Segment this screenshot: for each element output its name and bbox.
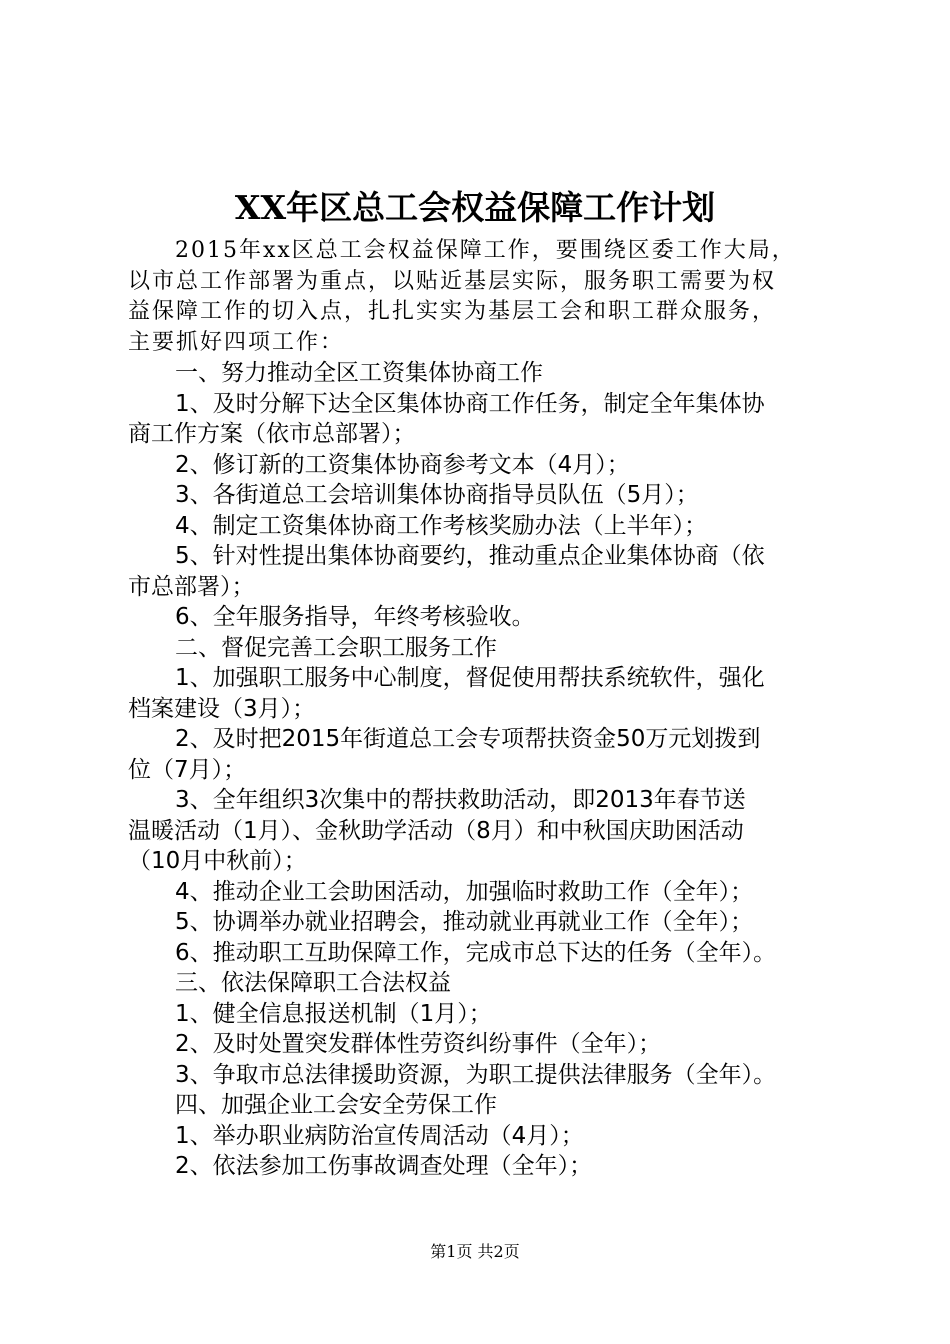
intro-line: 以市总工作部署为重点，以贴近基层实际，服务职工需要为权	[128, 268, 777, 294]
document-title: XX年区总工会权益保障工作计划	[234, 188, 716, 227]
document-body	[128, 236, 848, 1182]
list-item-continuation: 位（7月）；	[128, 756, 247, 783]
list-item-continuation: 温暖活动（1月）、金秋助学活动（8月）和中秋国庆助困活动	[128, 817, 744, 844]
list-item: 3、各街道总工会培训集体协商指导员队伍（5月）；	[175, 482, 699, 508]
list-item: 4、制定工资集体协商工作考核奖励办法（上半年）；	[175, 512, 708, 539]
list-item: 1、加强职工服务中心制度，督促使用帮扶系统软件，强化	[175, 665, 765, 691]
list-item: 1、及时分解下达全区集体协商工作任务，制定全年集体协	[175, 390, 765, 417]
list-item-continuation: 市总部署）；	[128, 573, 255, 600]
list-item-continuation: （10月中秋前）；	[128, 848, 307, 874]
section-heading: 四、加强企业工会安全劳保工作	[175, 1092, 497, 1118]
page-footer: 第1页 共2页	[430, 1242, 520, 1261]
section-heading: 三、依法保障职工合法权益	[175, 970, 451, 996]
list-item: 1、举办职业病防治宣传周活动（4月）；	[175, 1122, 584, 1149]
list-item: 6、全年服务指导，年终考核验收。	[175, 604, 535, 630]
intro-line: 主要抓好四项工作：	[128, 329, 345, 355]
section-heading: 二、督促完善工会职工服务工作	[175, 634, 497, 661]
list-item-continuation: 商工作方案（依市总部署）；	[128, 421, 416, 447]
list-item: 6、推动职工互助保障工作，完成市总下达的任务（全年）。	[175, 939, 777, 966]
intro-line: 益保障工作的切入点，扎扎实实为基层工会和职工群众服务，	[128, 299, 777, 324]
list-item-continuation: 档案建设（3月）；	[128, 695, 316, 722]
list-item: 5、针对性提出集体协商要约，推动重点企业集体协商（依	[175, 543, 765, 569]
intro-line: 2015年xx区总工会权益保障工作，要围绕区委工作大局，	[175, 238, 796, 263]
list-item: 3、全年组织3次集中的帮扶救助活动，即2013年春节送	[175, 787, 746, 813]
list-item: 4、推动企业工会助困活动，加强临时救助工作（全年）；	[175, 878, 754, 905]
list-item: 5、协调举办就业招聘会，推动就业再就业工作（全年）；	[175, 909, 754, 935]
list-item: 2、修订新的工资集体协商参考文本（4月）；	[175, 451, 630, 478]
section-heading: 一、努力推动全区工资集体协商工作	[175, 360, 543, 386]
list-item: 2、及时把2015年街道总工会专项帮扶资金50万元划拨到	[175, 726, 761, 752]
list-item: 2、依法参加工伤事故调查处理（全年）；	[175, 1153, 593, 1179]
list-item: 3、争取市总法律援助资源，为职工提供法律服务（全年）。	[175, 1061, 777, 1088]
list-item: 2、及时处置突发群体性劳资纠纷事件（全年）；	[175, 1031, 662, 1057]
list-item: 1、健全信息报送机制（1月）；	[175, 1000, 492, 1027]
